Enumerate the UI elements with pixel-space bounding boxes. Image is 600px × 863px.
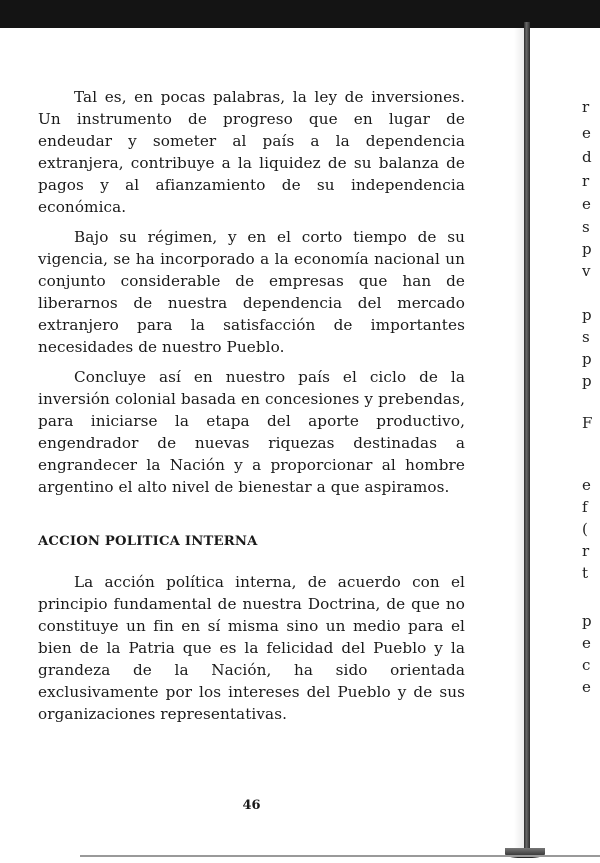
facing-letter: F	[582, 414, 593, 432]
paragraph-4: La acción política interna, de acuerdo con el principio fundamental de nuestra Doctrina, de que no constituye un fin en sí misma sino un medio para el bien de la Patria que es la felicidad del Pueblo y la grandeza de la Nación, ha sido orientada exclusivamente por los intereses del Pueblo y de sus organizaciones representativas.	[38, 573, 465, 723]
section-heading: ACCION POLITICA INTERNA	[38, 534, 258, 549]
facing-letter: v	[582, 262, 591, 280]
facing-letter: e	[582, 634, 591, 652]
facing-letter: (	[582, 520, 588, 538]
facing-letter: f	[582, 498, 588, 516]
page-text-block	[38, 86, 465, 813]
facing-letter: p	[582, 240, 592, 258]
facing-letter: s	[582, 328, 590, 346]
facing-page-edge	[572, 0, 600, 863]
top-dark-band	[0, 0, 600, 28]
bottom-edge-line	[80, 855, 600, 857]
paragraph-1: Tal es, en pocas palabras, la ley de inversiones. Un instrumento de progreso que en lugar de endeudar y someter al país a la dependencia extranjera, contribuye a la liquidez de su balanza de pagos y al afianzamiento de su independencia económica.	[38, 88, 465, 216]
facing-letter: p	[582, 372, 592, 390]
facing-letter: e	[582, 124, 591, 142]
facing-letter: r	[582, 542, 590, 560]
facing-letter: e	[582, 678, 591, 696]
facing-letter: e	[582, 195, 591, 213]
facing-letter: p	[582, 306, 592, 324]
facing-letter: d	[582, 148, 592, 166]
facing-letter: t	[582, 564, 589, 582]
facing-letter: p	[582, 350, 592, 368]
paragraph-2: Bajo su régimen, y en el corto tiempo de su vigencia, se ha incorporado a la economía nacional un conjunto considerable de empresas que han de liberarnos de nuestra dependencia del mercado extranjero para la satisfacción de importantes necesidades de nuestro Pueblo.	[38, 228, 465, 356]
facing-letter: e	[582, 476, 591, 494]
facing-letter: s	[582, 218, 590, 236]
facing-letter: c	[582, 656, 591, 674]
facing-letter: r	[582, 172, 590, 190]
page-number: 46	[242, 798, 261, 813]
facing-letter: p	[582, 612, 592, 630]
facing-letter: r	[582, 98, 590, 116]
book-gutter	[524, 22, 530, 854]
paragraph-3: Concluye así en nuestro país el ciclo de la inversión colonial basada en concesiones y prebendas, para iniciarse la etapa del aporte productivo, engendrador de nuevas riquezas destinadas a engrandecer la Nación y a proporcionar al hombre argentino el alto nivel de bienestar a que aspiramos.	[38, 368, 465, 496]
gutter-shadow	[514, 28, 524, 854]
